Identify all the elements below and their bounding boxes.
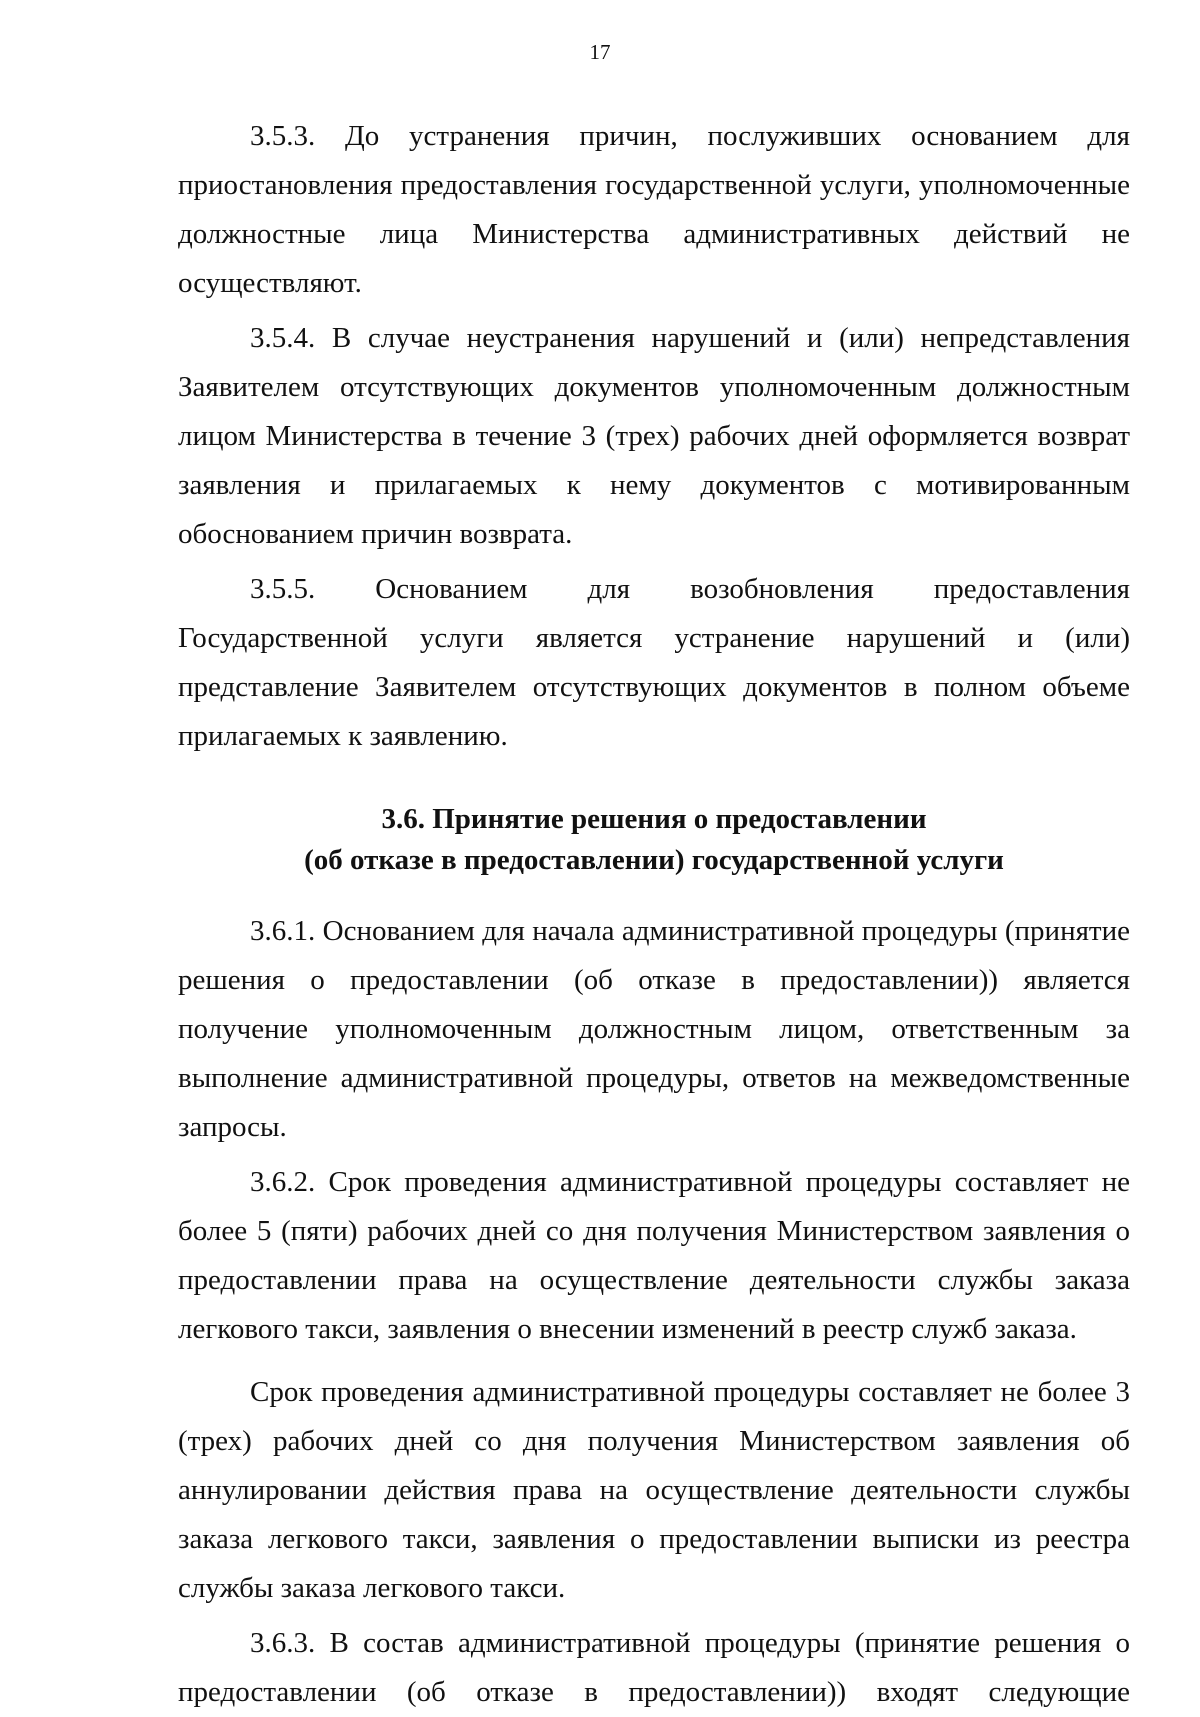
paragraph-3-6-2-continued: Срок проведения административной процедуры составляет не более 3 (трех) рабочих дней со дня получения Министерством заявления об аннулировании действия права на осуществление деятельности службы заказа легкового такси, заявления о предоставлении выписки из реестра службы заказа легкового такси. <box>178 1376 1130 1604</box>
paragraph-3-6-2: 3.6.2. Срок проведения административной процедуры составляет не более 5 (пяти) рабочих дней со дня получения Министерством заявления о предоставлении права на осуществление деятельности службы заказа легкового такси, заявления о внесении изменений в реестр служб заказа. <box>178 1166 1130 1345</box>
section-heading-line-1: 3.6. Принятие решения о предоставлении <box>381 803 927 835</box>
paragraph-3-6-1: 3.6.1. Основанием для начала административной процедуры (принятие решения о предоставлении (об отказе в предоставлении)) является получение уполномоченным должностным лицом, ответственным за выполнение административной процедуры, ответов на межведомственные запросы. <box>178 915 1130 1143</box>
section-heading-line-2: (об отказе в предоставлении) государственной услуги <box>304 844 1004 876</box>
paragraph-3-5-5: 3.5.5. Основанием для возобновления предоставления Государственной услуги является устранение нарушений и (или) представление Заявителем отсутствующих документов в полном объеме прилагаемых к заявлению. <box>178 573 1130 752</box>
paragraph-3-5-3: 3.5.3. До устранения причин, послуживших основанием для приостановления предоставления государственной услуги, уполномоченные должностные лица Министерства административных действий не осуществляют. <box>178 120 1130 299</box>
document-body <box>178 112 1130 1717</box>
paragraph-3-5-4: 3.5.4. В случае неустранения нарушений и (или) непредставления Заявителем отсутствующих документов уполномоченным должностным лицом Министерства в течение 3 (трех) рабочих дней оформляется возврат заявления и прилагаемых к нему документов с мотивированным обоснованием причин возврата. <box>178 322 1130 550</box>
page-number: 17 <box>589 40 611 64</box>
paragraph-3-6-3: 3.6.3. В состав административной процедуры (принятие решения о предоставлении (об отказе в предоставлении)) входят следующие <box>178 1627 1130 1708</box>
section-heading-3-6 <box>178 799 1130 881</box>
